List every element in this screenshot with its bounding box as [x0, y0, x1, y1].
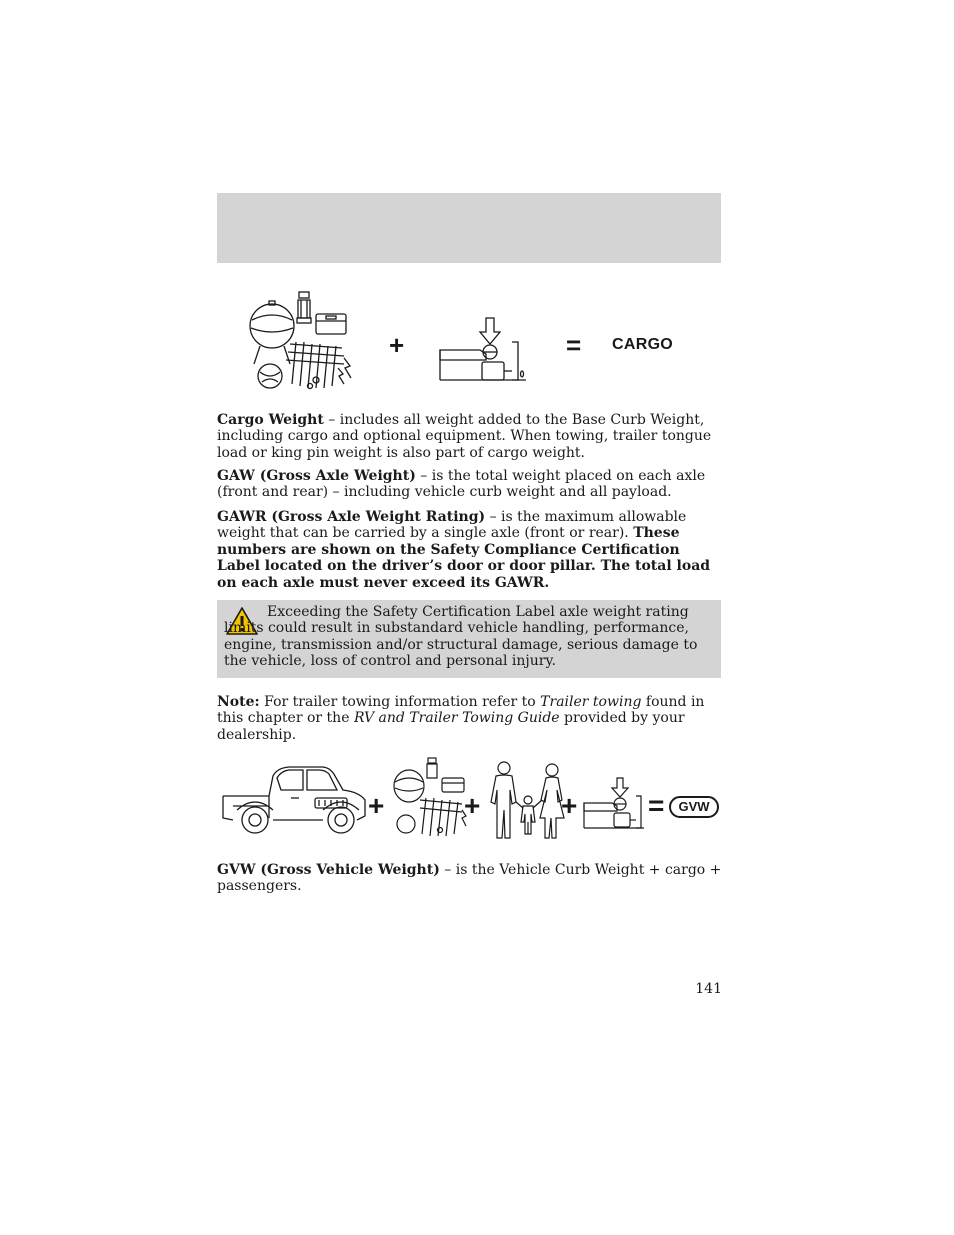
gawr-definition: [217, 509, 723, 591]
cargo-weight-definition: [217, 412, 723, 461]
gaw-term: GAW (Gross Axle Weight): [217, 468, 416, 484]
note-term: Note:: [217, 694, 260, 710]
warning-text: Exceeding the Safety Certification Label axle weight rating limits could result in substandard vehicle handling, performance, engine, transmission and/or structural damage, serious damage to the vehicle, loss of control and personal injury.: [224, 604, 698, 670]
gawr-text: – is the maximum allowable weight that can be carried by a single axle (front or rear).: [217, 509, 687, 542]
note-text: found in this chapter or the: [217, 694, 705, 727]
note-text: For trailer towing information refer to: [259, 694, 541, 710]
gaw-text: – is the total weight placed on each axle (front and rear) – including vehicle curb weight and all payload.: [217, 468, 706, 501]
cargo-weight-text: – includes all weight added to the Base Curb Weight, including cargo and optional equipment. When towing, trailer tongue load or king pin weight is also part of cargo weight.: [217, 412, 712, 461]
gvw-badge: GVW: [669, 796, 719, 818]
equals-sign: =: [566, 330, 582, 360]
trailer-hitch-small-illustration: [582, 776, 648, 832]
pickup-truck-illustration: [219, 762, 369, 836]
plus-sign-2: +: [464, 790, 481, 821]
passengers-family-illustration: [488, 760, 570, 840]
cargo-items-illustration: [246, 288, 356, 396]
cargo-label: CARGO: [612, 336, 674, 353]
equals-sign: =: [648, 790, 665, 821]
note-text: provided by your dealership.: [217, 710, 685, 743]
plus-sign: +: [389, 330, 405, 360]
gaw-definition: [217, 468, 723, 501]
plus-sign-1: +: [368, 790, 385, 821]
warning-box: [217, 600, 721, 678]
trailer-hitch-illustration: [436, 316, 530, 384]
gawr-term: GAWR (Gross Axle Weight Rating): [217, 509, 486, 525]
gawr-bold-text: These numbers are shown on the Safety Compliance Certification Label located on the driver’s door or door pillar. The total load on each axle must never exceed its GAWR.: [217, 525, 711, 591]
section-header-band: [217, 193, 721, 263]
plus-sign-3: +: [561, 790, 578, 821]
rv-towing-guide-reference: RV and Trailer Towing Guide: [353, 710, 560, 727]
note-paragraph: [217, 694, 723, 743]
gvw-term: GVW (Gross Vehicle Weight): [217, 862, 440, 878]
trailer-towing-reference: Trailer towing: [540, 694, 642, 710]
cargo-weight-term: Cargo Weight: [217, 412, 324, 428]
cargo-items-small-illustration: [392, 756, 468, 840]
gvw-definition: [217, 862, 723, 895]
page-number: 141: [695, 981, 722, 997]
gvw-text: – is the Vehicle Curb Weight + cargo + passengers.: [217, 862, 722, 895]
